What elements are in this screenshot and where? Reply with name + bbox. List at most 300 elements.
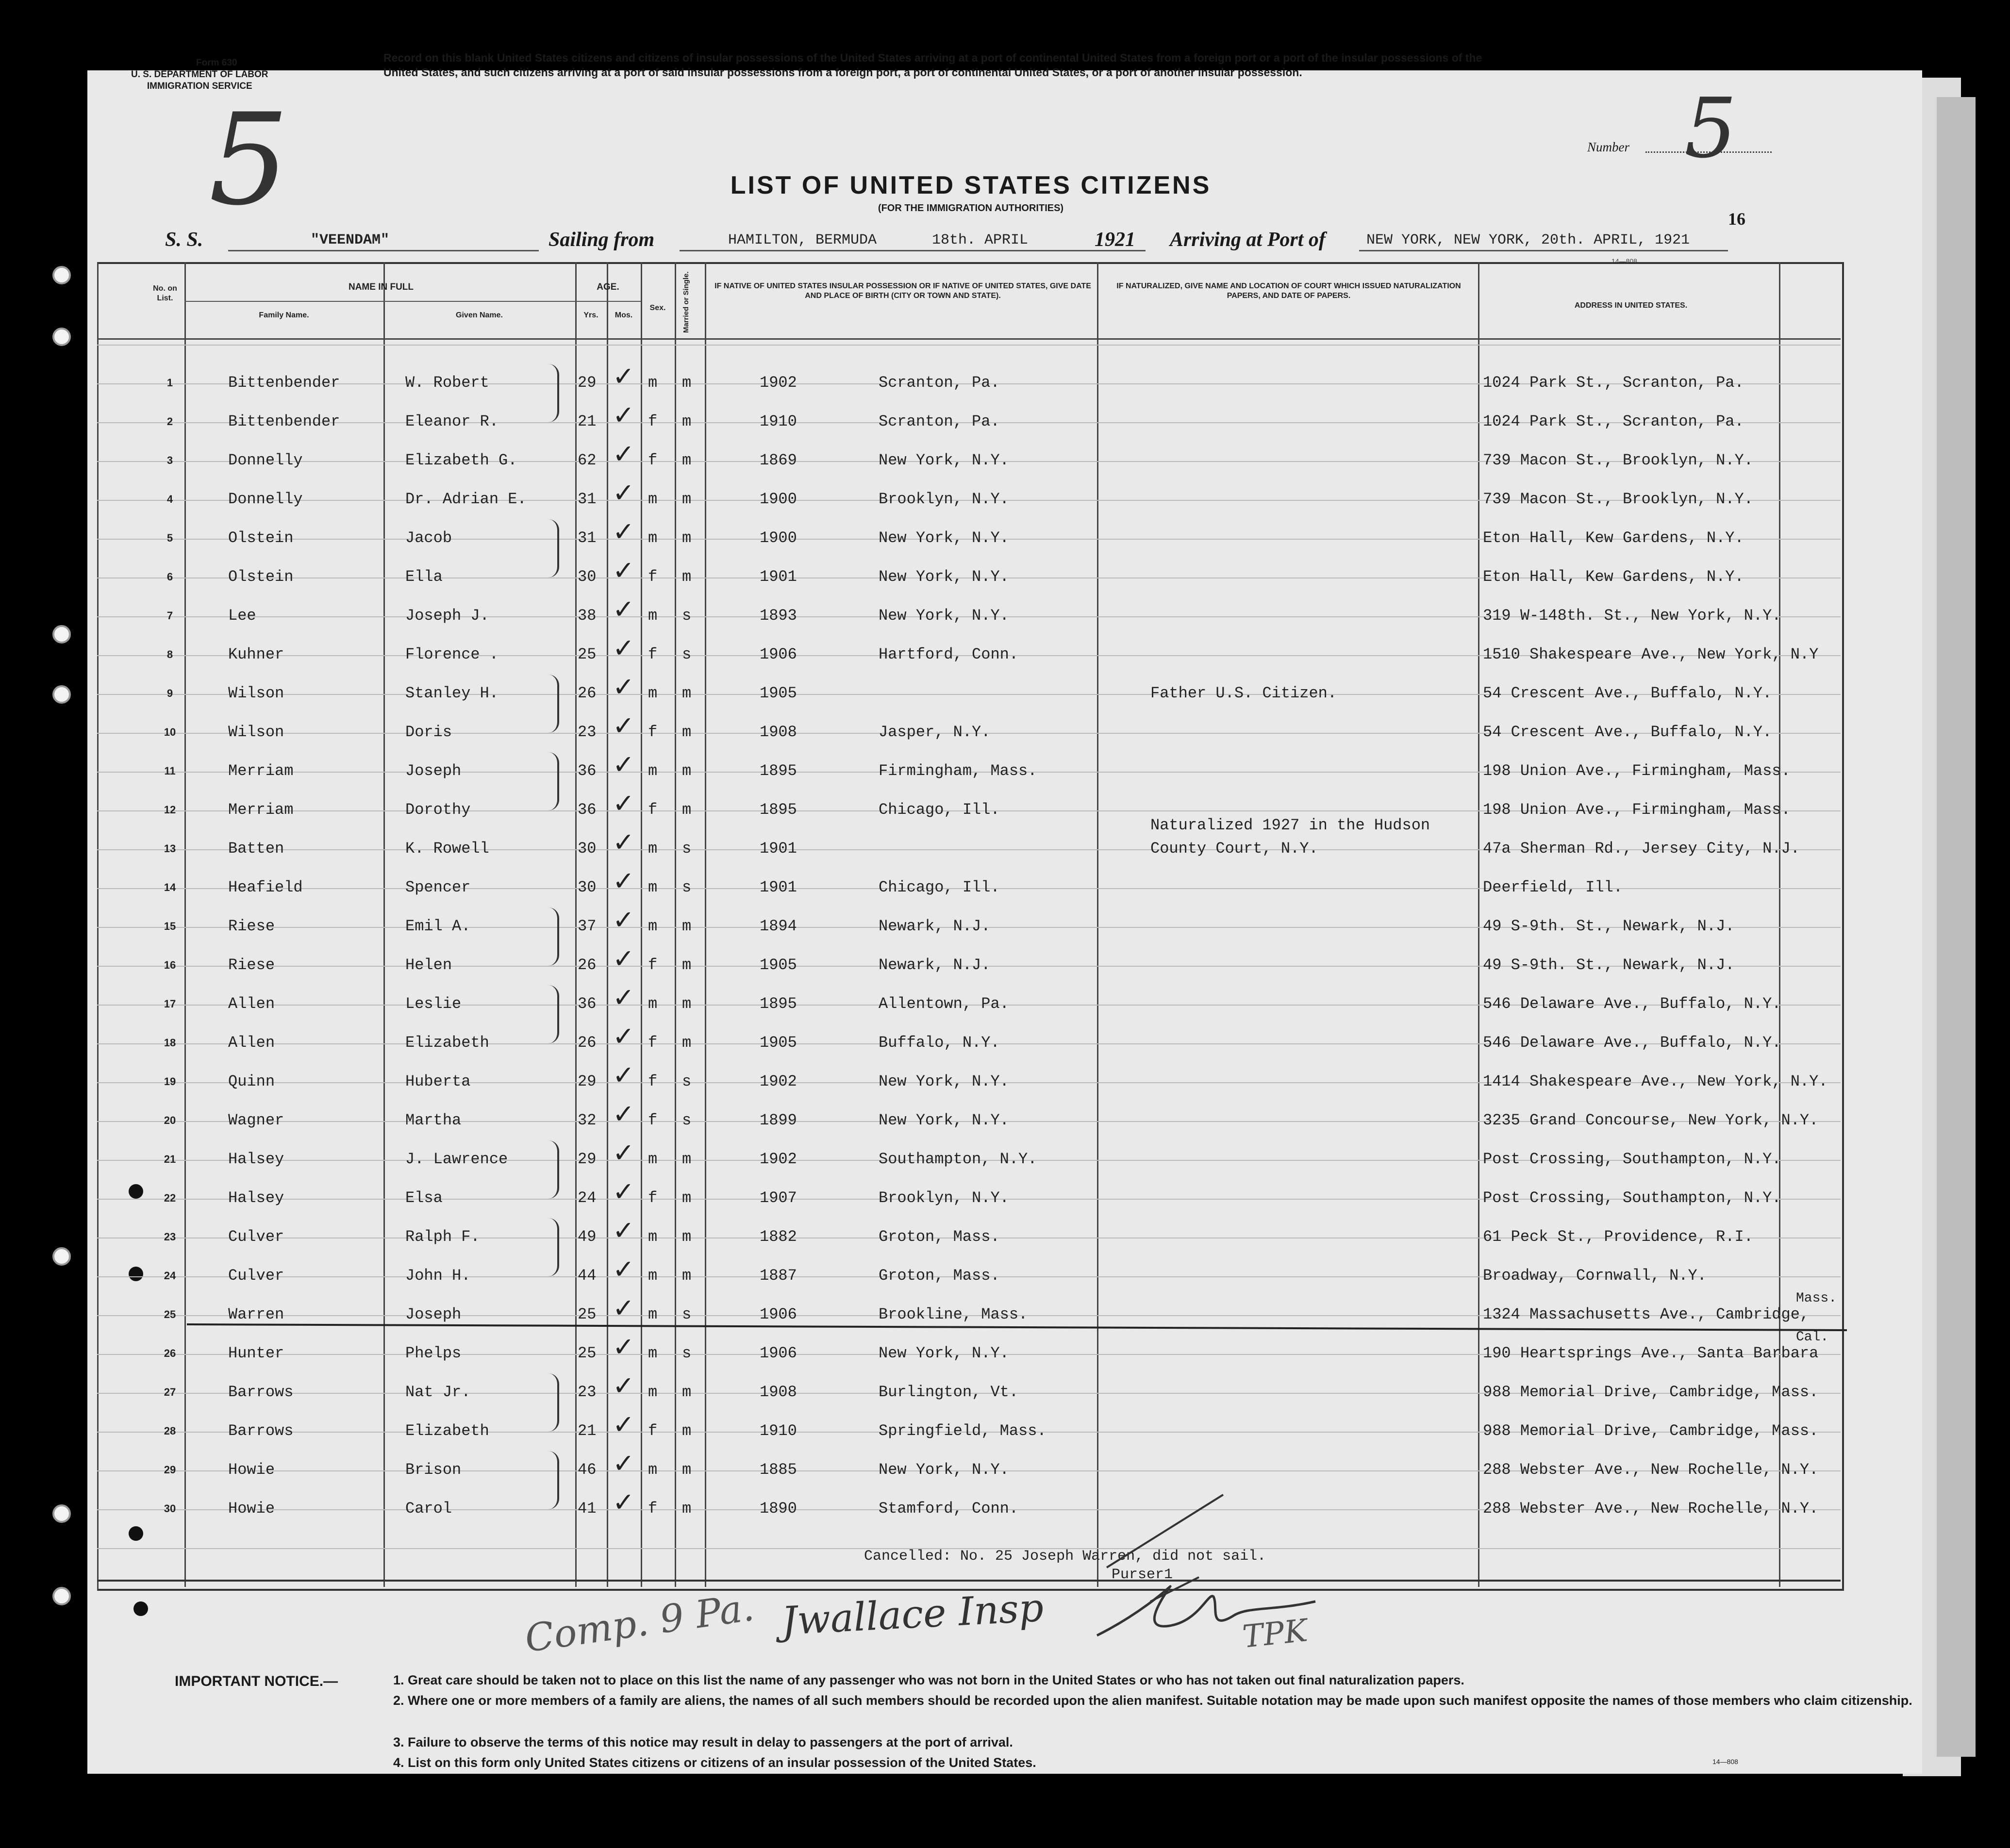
cell-sex: m	[648, 1344, 658, 1362]
cell-family: Warren	[228, 1305, 284, 1323]
cell-place: Brookline, Mass.	[879, 1305, 1028, 1323]
cell-sex: f	[648, 412, 658, 430]
cell-year: 1882	[760, 1228, 797, 1246]
cell-family: Halsey	[228, 1150, 284, 1168]
cell-addr: 198 Union Ave., Firmingham, Mass.	[1483, 801, 1791, 819]
cell-place: Buffalo, N.Y.	[879, 1034, 1000, 1052]
cell-no: 12	[164, 804, 176, 816]
cell-year: 1895	[760, 762, 797, 780]
cell-sex: m	[648, 878, 658, 896]
cell-ms: s	[682, 1072, 692, 1090]
sailing-date: 18th. APRIL	[932, 232, 1029, 248]
sailing-from-port: HAMILTON, BERMUDA	[728, 232, 877, 248]
table-row	[0, 633, 2010, 684]
family-bracket-mark	[548, 519, 559, 578]
checkmark-icon: ✓	[613, 866, 635, 896]
cell-year: 1885	[760, 1461, 797, 1479]
notice-item: 4. List on this form only United States citizens or citizens of an insular possession of the United States.	[393, 1755, 1036, 1770]
cell-ms: m	[682, 529, 692, 547]
cell-ms: m	[682, 1150, 692, 1168]
cell-family: Allen	[228, 995, 275, 1013]
cell-place: Southampton, N.Y.	[879, 1150, 1037, 1168]
cell-family: Hunter	[228, 1344, 284, 1362]
cell-ms: m	[682, 762, 692, 780]
cell-age: 30	[578, 878, 597, 896]
cell-no: 2	[166, 415, 173, 428]
cell-ms: m	[682, 1267, 692, 1285]
cell-given: Joseph	[405, 762, 462, 780]
cell-ms: m	[682, 374, 692, 392]
cell-addr: 54 Crescent Ave., Buffalo, N.Y.	[1483, 723, 1772, 741]
family-bracket-mark	[548, 985, 559, 1043]
cell-year: 1902	[760, 1150, 797, 1168]
cell-family: Wilson	[228, 723, 284, 741]
cell-year: 1901	[760, 568, 797, 586]
cell-family: Heafield	[228, 878, 303, 896]
cell-sex: m	[648, 1150, 658, 1168]
cell-no: 25	[164, 1308, 176, 1320]
cell-sex: m	[648, 1267, 658, 1285]
cell-family: Olstein	[228, 568, 294, 586]
table-bottom-rule	[97, 1580, 1841, 1582]
cell-ms: m	[682, 684, 692, 702]
form-number: Form 630	[196, 58, 237, 68]
cell-given: W. Robert	[405, 374, 489, 392]
cell-given: Florence .	[405, 645, 499, 663]
cell-year: 1899	[760, 1111, 797, 1129]
cell-no: 27	[164, 1386, 176, 1398]
checkmark-icon: ✓	[613, 982, 635, 1013]
checkmark-icon: ✓	[613, 633, 635, 663]
cell-age: 25	[578, 1305, 597, 1323]
notice-item: 1. Great care should be taken not to place on this list the name of any passenger who was not born in the United States or who has not taken out final naturalization papers.	[393, 1673, 1464, 1687]
cell-ms: s	[682, 1305, 692, 1323]
handwritten-inspector: Jwallace Insp	[780, 1584, 1045, 1644]
cell-place: Chicago, Ill.	[879, 801, 1000, 819]
cell-sex: m	[648, 1461, 658, 1479]
cell-no: 17	[164, 998, 176, 1010]
checkmark-icon: ✓	[613, 1099, 635, 1129]
header-no: No. on List.	[153, 284, 177, 302]
cell-place: Jasper, N.Y.	[879, 723, 991, 741]
cell-sex: m	[648, 490, 658, 508]
cell-year: 1906	[760, 645, 797, 663]
table-row	[0, 788, 2010, 840]
cell-family: Howie	[228, 1500, 275, 1518]
cell-age: 30	[578, 568, 597, 586]
handwritten-comp: Comp. 9 Pa.	[522, 1585, 757, 1661]
cell-given: Helen	[405, 956, 452, 974]
cell-place: Firmingham, Mass.	[879, 762, 1037, 780]
cell-no: 5	[166, 532, 173, 544]
ship-underline	[228, 250, 539, 251]
cell-nat: Father U.S. Citizen.	[1150, 684, 1337, 702]
cell-given: Spencer	[405, 878, 471, 896]
cell-sex: f	[648, 1500, 658, 1518]
cell-given: Phelps	[405, 1344, 462, 1362]
cell-no: 16	[164, 959, 176, 971]
department-name: U. S. DEPARTMENT OF LABOR	[131, 69, 268, 80]
cell-addr: 190 Heartsprings Ave., Santa Barbara	[1483, 1344, 1819, 1362]
cell-age: 31	[578, 529, 597, 547]
table-row	[0, 594, 2010, 645]
checkmark-icon: ✓	[613, 749, 635, 780]
checkmark-icon: ✓	[613, 1409, 635, 1440]
cell-place: Chicago, Ill.	[879, 878, 1000, 896]
table-row	[0, 1138, 2010, 1189]
family-bracket-mark	[548, 675, 559, 733]
checkmark-icon: ✓	[613, 1138, 635, 1168]
checkmark-icon: ✓	[613, 710, 635, 741]
cell-ms: s	[682, 840, 692, 858]
cell-given: Elizabeth	[405, 1422, 489, 1440]
cell-nat: County Court, N.Y.	[1150, 840, 1318, 858]
cell-age: 25	[578, 645, 597, 663]
sailing-year: 1921	[1095, 229, 1135, 251]
table-row	[0, 1330, 2010, 1383]
cell-addr: 49 S-9th. St., Newark, N.J.	[1483, 917, 1735, 935]
checkmark-icon: ✓	[613, 1448, 635, 1479]
cancelled-note: Cancelled: No. 25 Joseph Warren, did not sail.	[864, 1548, 1266, 1565]
cell-place: New York, N.Y.	[879, 529, 1009, 547]
arriving-port: NEW YORK, NEW YORK, 20th. APRIL, 1921	[1366, 232, 1690, 248]
cell-age: 46	[578, 1461, 597, 1479]
cell-place: New York, N.Y.	[879, 451, 1009, 469]
cell-given: J. Lawrence	[405, 1150, 508, 1168]
cell-sex: f	[648, 1189, 658, 1207]
header-sex: Sex.	[649, 304, 666, 312]
cell-ms: s	[682, 645, 692, 663]
cell-given: Ralph F.	[405, 1228, 480, 1246]
cell-place: New York, N.Y.	[879, 1072, 1009, 1090]
cell-family: Riese	[228, 917, 275, 935]
number-label: Number	[1587, 140, 1629, 154]
page-subtitle: (FOR THE IMMIGRATION AUTHORITIES)	[878, 203, 1064, 214]
cell-sex: f	[648, 723, 658, 741]
cell-no: 6	[166, 571, 173, 583]
cell-sex: m	[648, 840, 658, 858]
cell-year: 1908	[760, 723, 797, 741]
cell-place: Groton, Mass.	[879, 1228, 1000, 1246]
checkmark-icon: ✓	[613, 1176, 635, 1207]
cell-addr: 739 Macon St., Brooklyn, N.Y.	[1483, 451, 1753, 469]
family-bracket-mark	[548, 364, 559, 422]
checkmark-icon: ✓	[613, 1021, 635, 1052]
notice-label: IMPORTANT NOTICE.—	[175, 1673, 338, 1689]
cell-age: 24	[578, 1189, 597, 1207]
cell-no: 24	[164, 1270, 176, 1282]
cell-ms: m	[682, 1383, 692, 1401]
cell-sex: m	[648, 529, 658, 547]
cell-given: Stanley H.	[405, 684, 499, 702]
row-guide-line	[97, 345, 1841, 346]
table-row	[0, 1099, 2010, 1150]
cell-age: 21	[578, 412, 597, 430]
cell-place: Brooklyn, N.Y.	[879, 1189, 1009, 1207]
cell-sex: m	[648, 762, 658, 780]
table-row	[0, 905, 2010, 956]
cell-sex: f	[648, 956, 658, 974]
cell-no: 30	[164, 1502, 176, 1515]
cell-addr: Post Crossing, Southampton, N.Y.	[1483, 1189, 1781, 1207]
cell-family: Bittenbender	[228, 374, 340, 392]
cell-addr: 54 Crescent Ave., Buffalo, N.Y.	[1483, 684, 1772, 702]
table-row	[0, 672, 2010, 723]
cell-age: 29	[578, 1150, 597, 1168]
handwritten-number: 5	[209, 87, 289, 233]
cell-year: 1908	[760, 1383, 797, 1401]
table-row	[0, 943, 2010, 995]
cell-year: 1905	[760, 1034, 797, 1052]
cell-family: Culver	[228, 1228, 284, 1246]
cell-ms: m	[682, 723, 692, 741]
page-title: LIST OF UNITED STATES CITIZENS	[730, 171, 1212, 199]
checkmark-icon: ✓	[613, 594, 635, 625]
cell-no: 15	[164, 920, 176, 932]
cell-place: Springfield, Mass.	[879, 1422, 1047, 1440]
family-bracket-mark	[548, 1373, 559, 1432]
cell-family: Donnelly	[228, 490, 303, 508]
cell-sex: f	[648, 1072, 658, 1090]
table-row	[0, 1448, 2010, 1500]
cell-ms: m	[682, 451, 692, 469]
notice-item: 2. Where one or more members of a family are aliens, the names of all such members should be recorded upon the alien manifest. Suitable notation may be made upon such manifest opposite the names of those members who claim citizenship.	[393, 1693, 1912, 1708]
header-mos: Mos.	[615, 311, 633, 319]
cell-addr: Post Crossing, Southampton, N.Y.	[1483, 1150, 1781, 1168]
cell-age: 41	[578, 1500, 597, 1518]
checkmark-icon: ✓	[613, 1487, 635, 1518]
cell-family: Donnelly	[228, 451, 303, 469]
cell-no: 21	[164, 1153, 176, 1165]
cell-given: Doris	[405, 723, 452, 741]
checkmark-icon: ✓	[613, 439, 635, 469]
cell-no: 7	[166, 610, 173, 622]
cell-year: 1906	[760, 1305, 797, 1323]
cell-year: 1895	[760, 801, 797, 819]
arriving-underline	[1359, 250, 1728, 251]
cell-given: Dr. Adrian E.	[405, 490, 527, 508]
cell-addr: 988 Memorial Drive, Cambridge, Mass.	[1483, 1383, 1819, 1401]
cell-ms: m	[682, 412, 692, 430]
cell-addr: 1024 Park St., Scranton, Pa.	[1483, 374, 1744, 392]
cell-no: 4	[166, 493, 173, 505]
cell-addr: 319 W-148th. St., New York, N.Y.	[1483, 607, 1781, 625]
cell-sex: f	[648, 1422, 658, 1440]
cell-year: 1910	[760, 1422, 797, 1440]
cell-no: 9	[166, 687, 173, 699]
cell-given: Elsa	[405, 1189, 443, 1207]
cell-sex: m	[648, 995, 658, 1013]
cell-family: Olstein	[228, 529, 294, 547]
table-row	[0, 478, 2010, 529]
cell-no: 29	[164, 1464, 176, 1476]
cell-sex: m	[648, 374, 658, 392]
family-bracket-mark	[548, 1218, 559, 1276]
checkmark-icon: ✓	[613, 672, 635, 702]
family-bracket-mark	[548, 1451, 559, 1509]
header-family-name: Family Name.	[259, 311, 309, 319]
cell-age: 37	[578, 917, 597, 935]
cell-sex: m	[648, 607, 658, 625]
cell-given: Ella	[405, 568, 443, 586]
cell-family: Barrows	[228, 1422, 294, 1440]
cell-addr: Eton Hall, Kew Gardens, N.Y.	[1483, 568, 1744, 586]
cell-place: New York, N.Y.	[879, 607, 1009, 625]
cell-place: New York, N.Y.	[879, 568, 1009, 586]
cell-year: 1900	[760, 490, 797, 508]
cell-year: 1895	[760, 995, 797, 1013]
checkmark-icon: ✓	[613, 1370, 635, 1401]
cell-ms: m	[682, 801, 692, 819]
table-row	[0, 1176, 2010, 1228]
cell-ms: m	[682, 1422, 692, 1440]
cell-place: Groton, Mass.	[879, 1267, 1000, 1285]
sailing-from-label: Sailing from	[548, 229, 655, 251]
cell-age: 23	[578, 723, 597, 741]
cell-given: Martha	[405, 1111, 462, 1129]
cell-addr: 1510 Shakespeare Ave., New York, N.Y	[1483, 645, 1819, 663]
cell-addr: 546 Delaware Ave., Buffalo, N.Y.	[1483, 1034, 1781, 1052]
cell-year: 1907	[760, 1189, 797, 1207]
cell-addr: 1324 Massachusetts Ave., Cambridge,	[1483, 1305, 1810, 1323]
cell-age: 26	[578, 956, 597, 974]
family-bracket-mark	[548, 752, 559, 810]
cell-place: Scranton, Pa.	[879, 374, 1000, 392]
cell-given: K. Rowell	[405, 840, 489, 858]
cell-year: 1901	[760, 878, 797, 896]
table-row	[0, 439, 2010, 490]
cell-sex: f	[648, 645, 658, 663]
cell-addr: 47a Sherman Rd., Jersey City, N.J.	[1483, 840, 1800, 858]
cell-place: Hartford, Conn.	[879, 645, 1019, 663]
cell-sex: f	[648, 1034, 658, 1052]
cell-sex: m	[648, 917, 658, 935]
cell-ms: m	[682, 995, 692, 1013]
cell-year: 1901	[760, 840, 797, 858]
checkmark-icon: ✓	[613, 478, 635, 508]
punch-hole	[133, 1601, 148, 1616]
cell-addr: Deerfield, Ill.	[1483, 878, 1623, 896]
cell-no: 3	[166, 454, 173, 466]
cell-given: Brison	[405, 1461, 462, 1479]
cell-place: New York, N.Y.	[879, 1344, 1009, 1362]
service-name: IMMIGRATION SERVICE	[147, 81, 252, 91]
header-address: ADDRESS IN UNITED STATES.	[1574, 301, 1688, 310]
cell-ms: s	[682, 1344, 692, 1362]
cell-year: 1890	[760, 1500, 797, 1518]
cell-ms: m	[682, 917, 692, 935]
cell-place: New York, N.Y.	[879, 1111, 1009, 1129]
cell-family: Wilson	[228, 684, 284, 702]
cell-sex: m	[648, 1305, 658, 1323]
cell-addr: 739 Macon St., Brooklyn, N.Y.	[1483, 490, 1753, 508]
cell-sex: f	[648, 1111, 658, 1129]
cell-age: 49	[578, 1228, 597, 1246]
cell-ms: m	[682, 1500, 692, 1518]
cell-sex: m	[648, 684, 658, 702]
cell-family: Merriam	[228, 801, 294, 819]
cell-age: 44	[578, 1267, 597, 1285]
checkmark-icon: ✓	[613, 827, 635, 858]
cell-given: Huberta	[405, 1072, 471, 1090]
cell-year: 1902	[760, 374, 797, 392]
cell-addr-above: Cal.	[1796, 1330, 1829, 1345]
cell-no: 18	[164, 1037, 176, 1049]
cell-ms: s	[682, 1111, 692, 1129]
sailing-underline	[680, 250, 1146, 251]
punch-hole	[52, 328, 71, 346]
cell-no: 26	[164, 1347, 176, 1359]
cell-age: 31	[578, 490, 597, 508]
table-row	[0, 1409, 2010, 1461]
cell-ms: m	[682, 1461, 692, 1479]
cell-family: Allen	[228, 1034, 275, 1052]
cell-place: Scranton, Pa.	[879, 412, 1000, 430]
header-rule	[184, 301, 641, 302]
table-row	[0, 749, 2010, 801]
table-row	[0, 710, 2010, 762]
table-row	[0, 400, 2010, 451]
cell-year: 1893	[760, 607, 797, 625]
cell-no: 11	[164, 765, 176, 777]
cell-place: Newark, N.J.	[879, 956, 991, 974]
punch-hole	[52, 1587, 71, 1605]
cell-age: 29	[578, 1072, 597, 1090]
cell-age: 21	[578, 1422, 597, 1440]
cell-family: Batten	[228, 840, 284, 858]
cell-family: Barrows	[228, 1383, 294, 1401]
header-naturalized: IF NATURALIZED, GIVE NAME AND LOCATION OF COURT WHICH ISSUED NATURALIZATION PAPERS, AND DATE OF PAPERS.	[1116, 282, 1461, 300]
cell-addr: 1414 Shakespeare Ave., New York, N.Y.	[1483, 1072, 1828, 1090]
cell-given: Nat Jr.	[405, 1383, 471, 1401]
cell-age: 38	[578, 607, 597, 625]
arriving-label: Arriving at Port of	[1170, 229, 1326, 251]
header-birth: IF NATIVE OF UNITED STATES INSULAR POSSESSION OR IF NATIVE OF UNITED STATES, GIVE DATE AND PLACE OF BIRTH (CITY OR TOWN AND STATE).	[714, 282, 1091, 300]
record-instructions: Record on this blank United States citizens and citizens of insular possessions of the United States arriving at a port of continental United States from a foreign port or a port of the insular possessions of the United States, and such citizens arriving at a port of said insular possessions from a foreign port, a port of continental United States, or a port of another insular possession.	[383, 51, 1482, 79]
cell-place: Brooklyn, N.Y.	[879, 490, 1009, 508]
cell-ms: m	[682, 1189, 692, 1207]
table-row	[0, 816, 2010, 878]
cell-ms: s	[682, 607, 692, 625]
table-row	[0, 516, 2010, 568]
cell-age: 36	[578, 995, 597, 1013]
cell-place: Allentown, Pa.	[879, 995, 1009, 1013]
checkmark-icon: ✓	[613, 400, 635, 430]
cell-given: Jacob	[405, 529, 452, 547]
cell-no: 14	[164, 881, 176, 893]
table-row	[0, 1370, 2010, 1422]
cell-age: 62	[578, 451, 597, 469]
cell-age: 32	[578, 1111, 597, 1129]
cell-ms: m	[682, 1228, 692, 1246]
cell-ms: s	[682, 878, 692, 896]
cell-sex: m	[648, 1228, 658, 1246]
cell-given: Joseph	[405, 1305, 462, 1323]
cell-addr: 546 Delaware Ave., Buffalo, N.Y.	[1483, 995, 1781, 1013]
cell-age: 26	[578, 1034, 597, 1052]
header-rule	[97, 338, 1841, 340]
cell-family: Riese	[228, 956, 275, 974]
cell-place: Stamford, Conn.	[879, 1500, 1019, 1518]
checkmark-icon: ✓	[613, 788, 635, 819]
cell-family: Culver	[228, 1267, 284, 1285]
family-bracket-mark	[548, 1140, 559, 1199]
table-row	[0, 555, 2010, 607]
checkmark-icon: ✓	[613, 1254, 635, 1285]
cell-family: Halsey	[228, 1189, 284, 1207]
header-yrs: Yrs.	[583, 311, 598, 319]
cell-family: Lee	[228, 607, 256, 625]
